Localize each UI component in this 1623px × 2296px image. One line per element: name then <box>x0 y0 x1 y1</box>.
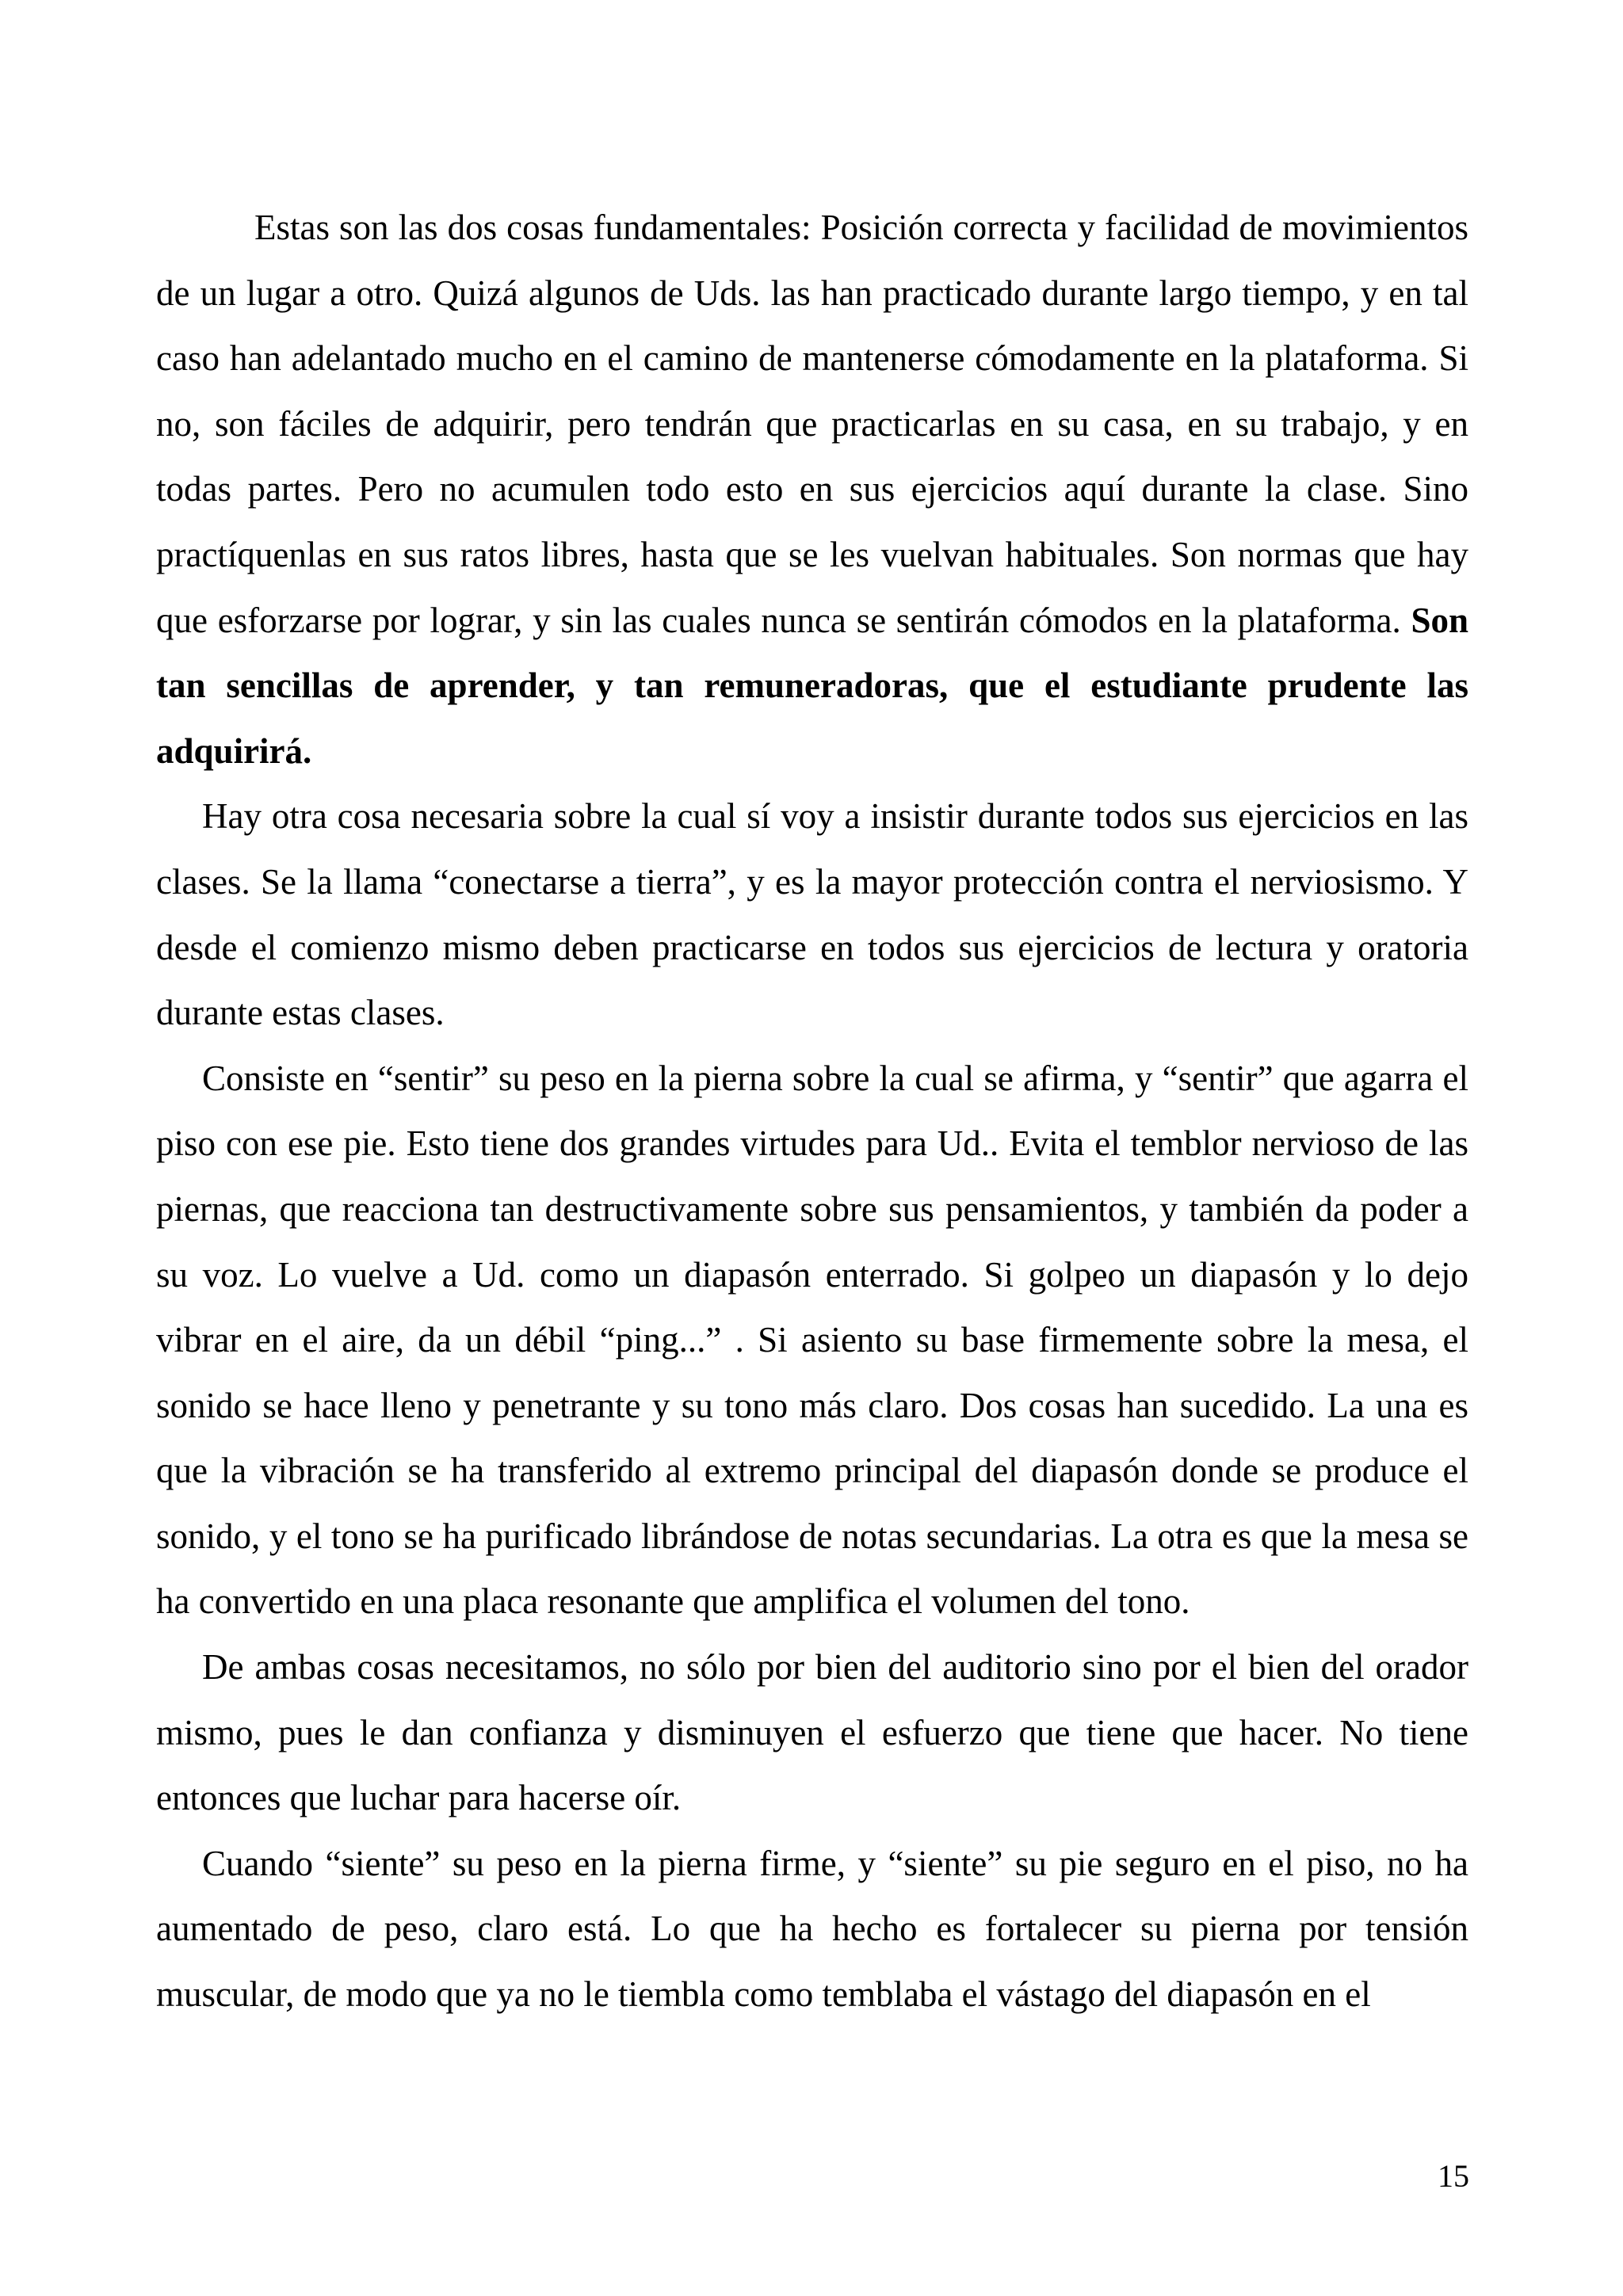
body-text <box>156 195 1468 2027</box>
paragraph-1-bold-text: Son tan sencillas de aprender, y tan remuneradoras, que el estudiante prudente las adquirirá. <box>156 600 1468 771</box>
paragraph-1-text: Estas son las dos cosas fundamentales: Posición correcta y facilidad de movimientos de un lugar a otro. Quizá algunos de Uds. las han practicado durante largo tiempo, y en tal caso han adelantado mucho en el camino de mantenerse cómodamente en la plataforma. Si no, son fáciles de adquirir, pero tendrán que practicarlas en su casa, en su trabajo, y en todas partes. Pero no acumulen todo esto en sus ejercicios aquí durante la clase. Sino practíquenlas en sus ratos libres, hasta que se les vuelvan habituales. Son normas que hay que esforzarse por lograr, y sin las cuales nunca se sentirán cómodos en la plataforma. <box>156 208 1468 640</box>
paragraph-3: Consiste en “sentir” su peso en la pierna sobre la cual se afirma, y “sentir” que agarra el piso con ese pie. Esto tiene dos grandes virtudes para Ud.. Evita el temblor nervioso de las piernas, que reacciona tan destructivamente sobre sus pensamientos, y también da poder a su voz. Lo vuelve a Ud. como un diapasón enterrado. Si golpeo un diapasón y lo dejo vibrar en el aire, da un débil “ping...” . Si asiento su base firmemente sobre la mesa, el sonido se hace lleno y penetrante y su tono más claro. Dos cosas han sucedido. La una es que la vibración se ha transferido al extremo principal del diapasón donde se produce el sonido, y el tono se ha purificado librándose de notas secundarias. La otra es que la mesa se ha convertido en una placa resonante que amplifica el volumen del tono. <box>156 1058 1468 1622</box>
paragraph-5: Cuando “siente” su peso en la pierna firme, y “siente” su pie seguro en el piso, no ha aumentado de peso, claro está. Lo que ha hecho es fortalecer su pierna por tensión muscular, de modo que ya no le tiembla como temblaba el vástago del diapasón en el <box>156 1843 1468 2015</box>
paragraph-2: Hay otra cosa necesaria sobre la cual sí voy a insistir durante todos sus ejercicios en las clases. Se la llama “conectarse a tierra”, y es la mayor protección contra el nerviosismo. Y desde el comienzo mismo deben practicarse en todos sus ejercicios de lectura y oratoria durante estas clases. <box>156 796 1468 1033</box>
page-number: 15 <box>1438 2158 1469 2194</box>
paragraph-1 <box>156 195 1468 784</box>
paragraph-4: De ambas cosas necesitamos, no sólo por bien del auditorio sino por el bien del orador mismo, pues le dan confianza y disminuyen el esfuerzo que tiene que hacer. No tiene entonces que luchar para hacerse oír. <box>156 1647 1468 1818</box>
